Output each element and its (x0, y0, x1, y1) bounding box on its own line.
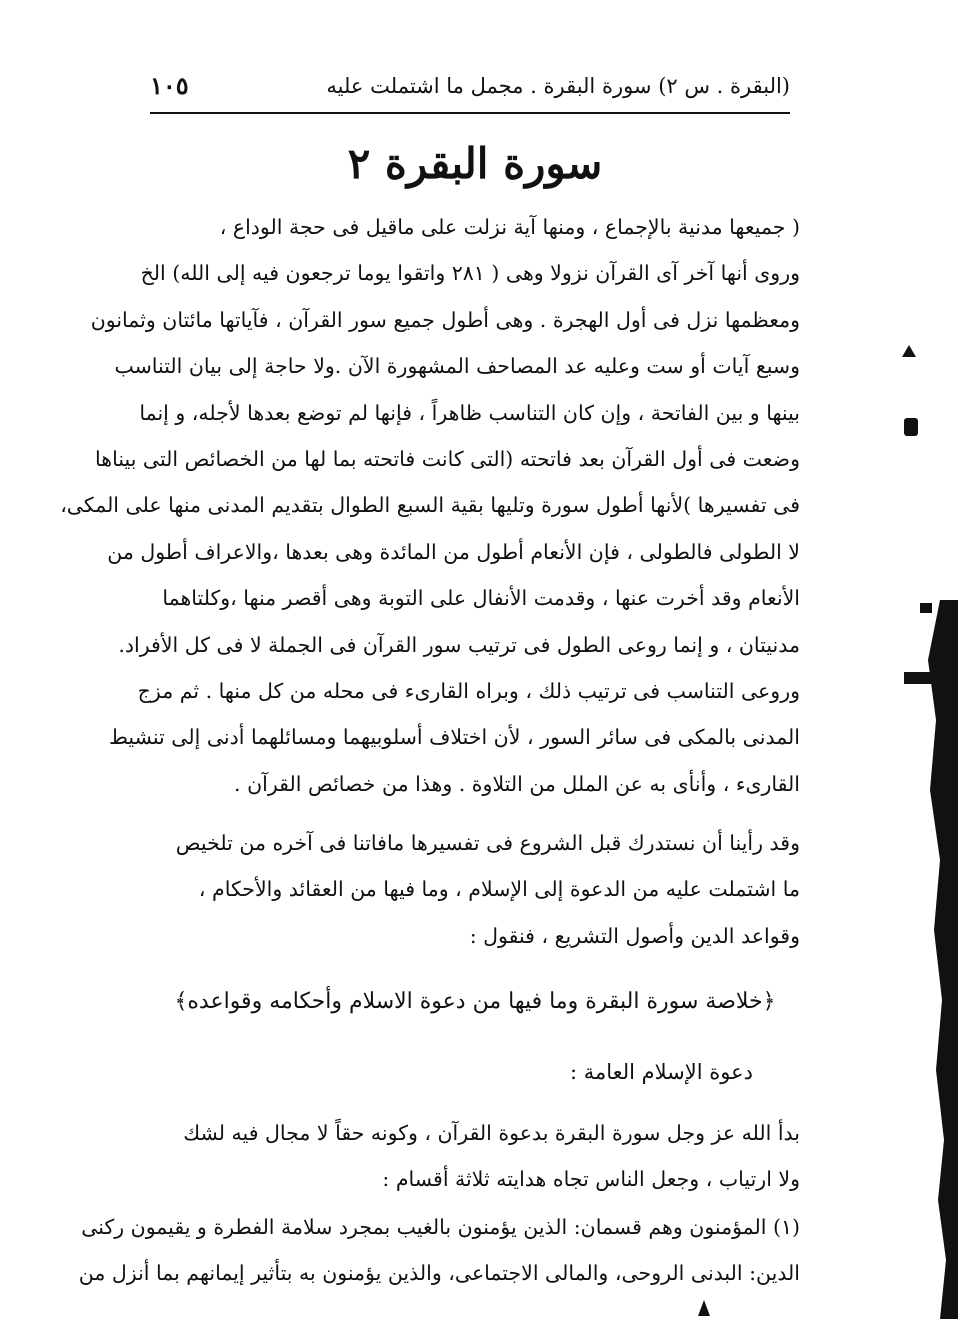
page-header (150, 70, 790, 110)
resolve-paragraph (150, 820, 800, 959)
margin-speck (698, 1300, 710, 1316)
margin-speck (904, 418, 918, 436)
believers-paragraph (78, 1204, 800, 1297)
text-line: ولا ارتياب ، وجعل الناس تجاه هدايته ثلاثة أقسام : (382, 1167, 800, 1192)
margin-speck (904, 672, 932, 684)
text-line: المدنى بالمكى فى سائر السور ، لأن اختلاف أسلوبيهما ومسائلهما أدنى إلى تنشيط (108, 725, 800, 750)
text-line: وضعت فى أول القرآن بعد فاتحته (التى كانت فاتحته بما لها من الخصائص التى بيناها (95, 447, 800, 472)
text-line: ومعظمها نزل فى أول الهجرة . وهى أطول جميع سور القرآن ، فآياتها مائتان وثمانون (90, 307, 800, 332)
text-line: القارىء ، وأنأى به عن الملل من التلاوة . وهذا من خصائص القرآن . (234, 771, 800, 796)
text-line: وقواعد الدين وأصول التشريع ، فنقول : (469, 923, 800, 948)
text-line: وروى أنها آخر آى القرآن نزولا وهى ( ٢٨١ واتقوا يوما ترجعون فيه إلى الله) الخ (140, 261, 800, 286)
margin-speck (920, 603, 932, 613)
header-rule (150, 112, 790, 114)
text-line: وقد رأينا أن نستدرك قبل الشروع فى تفسيرها مافاتنا فى آخره من تلخيص (175, 831, 800, 855)
text-line: لا الطولى فالطولى ، فإن الأنعام أطول من المائدة وهى بعدها ،والاعراف أطول من (107, 539, 800, 564)
scan-edge-shadow (900, 600, 958, 1319)
page-number: ١٠٥ (150, 71, 189, 100)
text-line: بدأ الله عز وجل سورة البقرة بدعوة القرآن ، وكونه حقاً لا مجال فيه لشك (183, 1121, 800, 1145)
text-line: وسبع آيات أو ست وعليه عد المصاحف المشهورة الآن .ولا حاجة إلى بيان التناسب (114, 354, 800, 379)
text-line: مدنيتان ، و إنما روعى الطول فى ترتيب سور القرآن فى الجملة لا فى كل الأفراد. (118, 632, 800, 657)
summary-heading: ﴿خلاصة سورة البقرة وما فيها من دعوة الاسلام وأحكامه وقواعده﴾ (174, 989, 776, 1014)
text-line: (١) المؤمنون وهم قسمان: الذين يؤمنون بالغيب بمجرد سلامة الفطرة و يقيمون ركنى (81, 1215, 800, 1239)
section-subheading: دعوة الإسلام العامة : (569, 1060, 753, 1084)
call-paragraph (150, 1110, 800, 1203)
text-line: الأنعام وقد أخرت عنها ، وقدمت الأنفال على التوبة وهى أقصر منها ،وكلتاهما (162, 586, 800, 611)
text-line: الدين: البدنى الروحى، والمالى الاجتماعى، والذين يؤمنون به بتأثير إيمانهم بما أنزل من (78, 1261, 800, 1286)
text-line: وروعى التناسب فى ترتيب ذلك ، وبراه القارىء فى محله من كل منها . ثم مزج (137, 679, 800, 704)
text-line: بينها و بين الفاتحة ، وإن كان التناسب ظاهراً ، فإنها لم توضع بعدها لأجله، و إنما (139, 400, 800, 425)
text-line: فى تفسيرها )لأنها أطول سورة وتليها بقية السبع الطوال بتقديم المدنى منها على المكى، (60, 493, 800, 518)
surah-title: سورة البقرة ٢ (347, 139, 603, 188)
intro-paragraph (60, 204, 800, 807)
margin-speck (902, 345, 916, 357)
text-line: ما اشتملت عليه من الدعوة إلى الإسلام ، وما فيها من العقائد والأحكام ، (198, 877, 800, 902)
text-line: ( جميعها مدنية بالإجماع ، ومنها آية نزلت على ماقيل فى حجة الوداع ، (219, 215, 800, 239)
running-head: (البقرة . س ٢) سورة البقرة . مجمل ما اشتملت عليه (326, 74, 790, 98)
